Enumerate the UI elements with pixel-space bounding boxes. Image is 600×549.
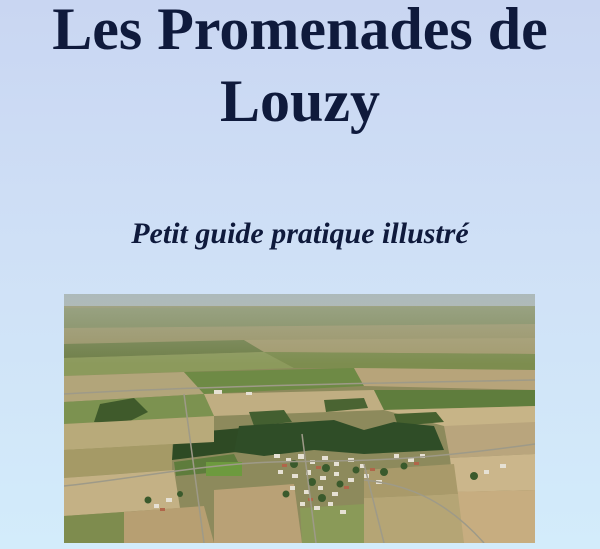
page-title-line-2: Louzy <box>219 68 381 134</box>
page-title-line-1: Les Promenades de <box>52 0 548 62</box>
page-subtitle: Petit guide pratique illustré <box>131 217 469 250</box>
aerial-photo <box>64 294 535 543</box>
